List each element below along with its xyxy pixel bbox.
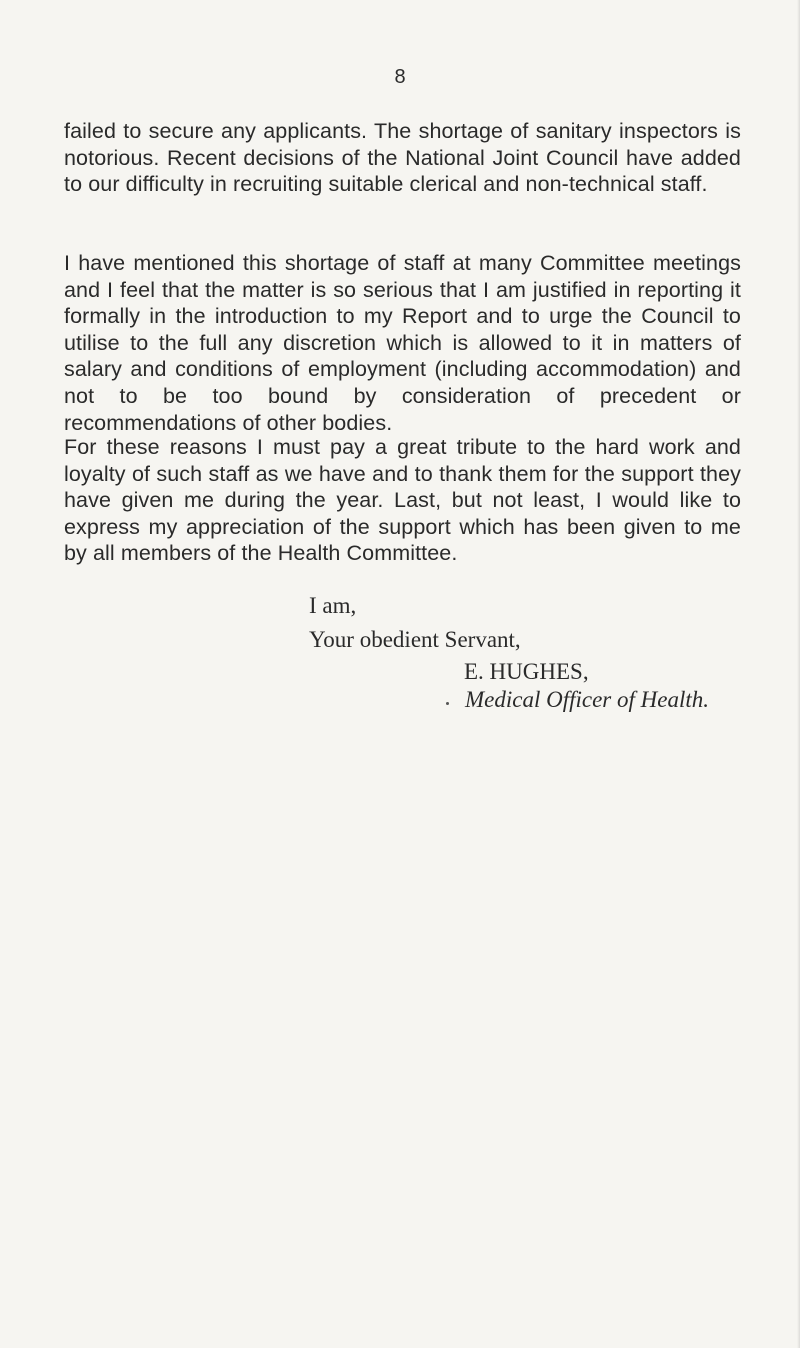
paragraph-committee-meetings: I have mentioned this shortage of staff at many Committee meetings and I feel that the matter is so serious that I am justified in reporting it formally in the introduction to my Report and to urge the Council to utilise to the full any discretion which is allowed to it in matters of salary and conditions of employment (including accommodation) and not to be too bound by consideration of precedent or recommendations of other bodies.: [64, 251, 741, 435]
closing-valediction: Your obedient Servant,: [309, 627, 521, 652]
paragraph-tribute: For these reasons I must pay a great tribute to the hard work and loyalty of such staff as we have and to thank them for the support they have given me during the year. Last, but not least, I would like to express my appreciation of the support which has been given to me by all members of the Health Committee.: [64, 435, 741, 566]
page-number: 8: [394, 66, 406, 88]
paragraph-staff-shortage: failed to secure any applicants. The shortage of sanitary inspectors is notorious. Recent decisions of the National Joint Council have added to our difficulty in recruiting suitable clerical and non-technical staff.: [64, 119, 741, 197]
signatory-title: Medical Officer of Health.: [465, 687, 709, 712]
stray-ink-dot: [446, 702, 449, 705]
signatory-name: E. HUGHES,: [464, 659, 589, 684]
closing-salutation: I am,: [309, 593, 357, 618]
